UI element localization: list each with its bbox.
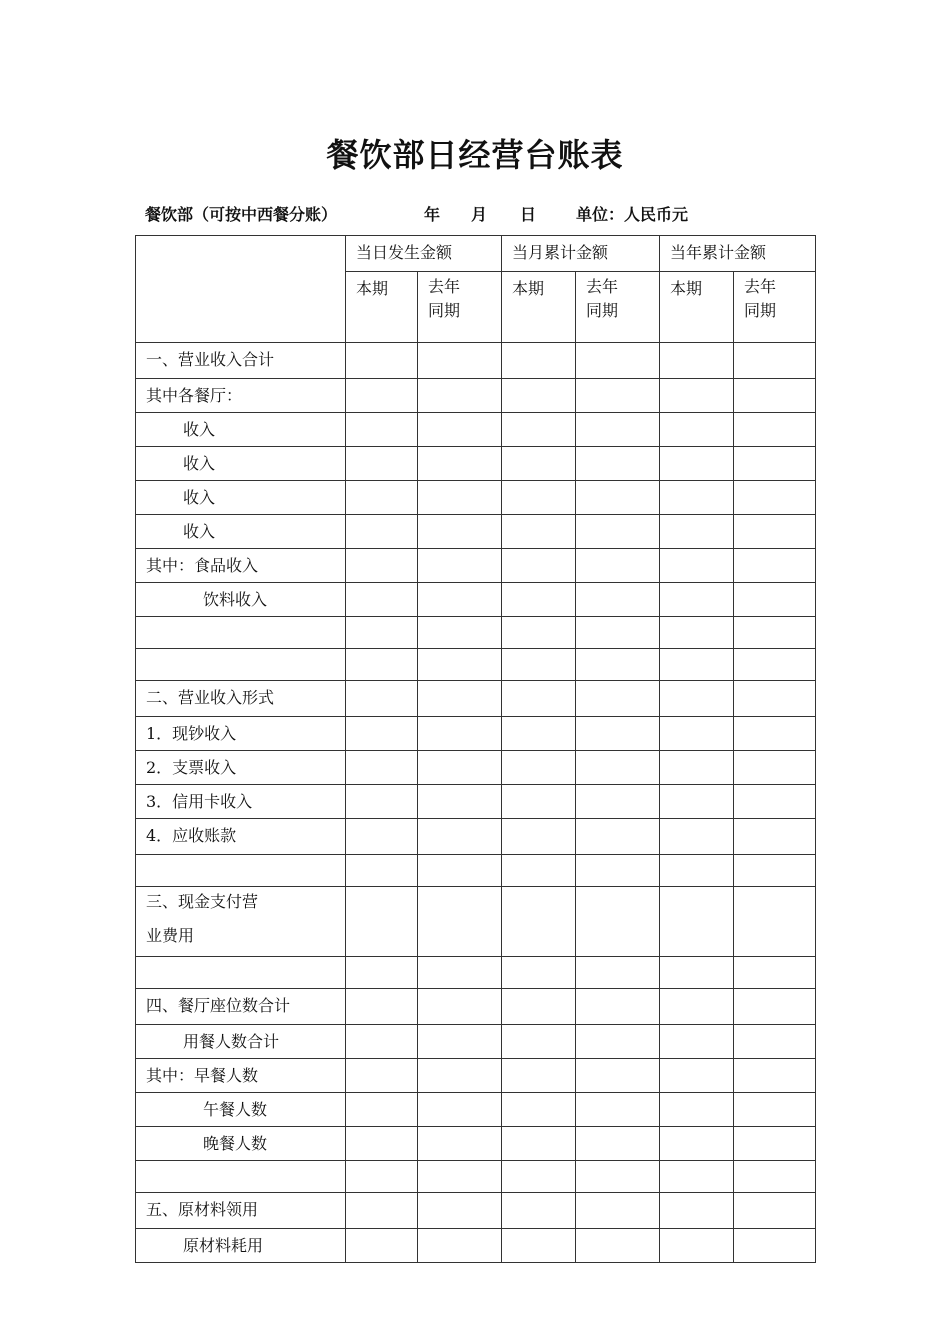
row-label: 四、餐厅座位数合计 xyxy=(136,989,346,1025)
value-cell[interactable] xyxy=(734,751,816,785)
value-cell[interactable] xyxy=(734,1059,816,1093)
table-row xyxy=(136,515,816,549)
value-cell[interactable] xyxy=(502,1193,576,1229)
value-cell[interactable] xyxy=(576,1161,660,1193)
table-row xyxy=(136,447,816,481)
row-label xyxy=(136,649,346,681)
value-cell[interactable] xyxy=(660,549,734,583)
value-cell[interactable] xyxy=(576,1193,660,1229)
value-cell[interactable] xyxy=(502,617,576,649)
value-cell[interactable] xyxy=(346,1093,418,1127)
group-header-yearly: 当年累计金额 xyxy=(660,236,816,272)
document-title: 餐饮部日经营台账表 xyxy=(326,136,624,174)
year-label: 年 xyxy=(424,205,441,224)
value-cell[interactable] xyxy=(734,819,816,855)
value-cell[interactable] xyxy=(502,819,576,855)
value-cell[interactable] xyxy=(418,447,502,481)
value-cell[interactable] xyxy=(418,1025,502,1059)
value-cell[interactable] xyxy=(346,1229,418,1263)
row-label: 收入 xyxy=(136,447,346,481)
row-label xyxy=(136,617,346,649)
table-row xyxy=(136,1025,816,1059)
row-label: 4．应收账款 xyxy=(136,819,346,855)
value-cell[interactable] xyxy=(734,413,816,447)
value-cell[interactable] xyxy=(576,583,660,617)
group-header-monthly: 当月累计金额 xyxy=(502,236,660,272)
value-cell[interactable] xyxy=(502,887,576,957)
value-cell[interactable] xyxy=(734,989,816,1025)
value-cell[interactable] xyxy=(418,617,502,649)
value-cell[interactable] xyxy=(576,1059,660,1093)
value-cell[interactable] xyxy=(418,957,502,989)
value-cell[interactable] xyxy=(502,481,576,515)
value-cell[interactable] xyxy=(346,515,418,549)
value-cell[interactable] xyxy=(734,617,816,649)
value-cell[interactable] xyxy=(346,379,418,413)
col-header-current: 本期 xyxy=(346,272,418,343)
value-cell[interactable] xyxy=(418,649,502,681)
row-label: 饮料收入 xyxy=(136,583,346,617)
value-cell[interactable] xyxy=(734,785,816,819)
day-label: 日 xyxy=(520,205,537,224)
value-cell[interactable] xyxy=(502,379,576,413)
value-cell[interactable] xyxy=(418,481,502,515)
department-label: 餐饮部（可按中西餐分账） xyxy=(145,205,338,224)
value-cell[interactable] xyxy=(576,855,660,887)
value-cell[interactable] xyxy=(576,413,660,447)
row-label xyxy=(136,855,346,887)
value-cell[interactable] xyxy=(346,549,418,583)
value-cell[interactable] xyxy=(418,343,502,379)
value-cell[interactable] xyxy=(660,617,734,649)
value-cell[interactable] xyxy=(660,447,734,481)
value-cell[interactable] xyxy=(346,1127,418,1161)
value-cell[interactable] xyxy=(346,649,418,681)
value-cell[interactable] xyxy=(576,887,660,957)
value-cell[interactable] xyxy=(418,751,502,785)
value-cell[interactable] xyxy=(502,989,576,1025)
value-cell[interactable] xyxy=(576,819,660,855)
value-cell[interactable] xyxy=(576,617,660,649)
value-cell[interactable] xyxy=(734,1093,816,1127)
value-cell[interactable] xyxy=(660,819,734,855)
value-cell[interactable] xyxy=(346,785,418,819)
value-cell[interactable] xyxy=(734,649,816,681)
row-label: 3．信用卡收入 xyxy=(136,785,346,819)
value-cell[interactable] xyxy=(734,549,816,583)
row-label: 收入 xyxy=(136,515,346,549)
value-cell[interactable] xyxy=(502,515,576,549)
value-cell[interactable] xyxy=(734,717,816,751)
value-cell[interactable] xyxy=(734,1025,816,1059)
col-header-current: 本期 xyxy=(502,272,576,343)
value-cell[interactable] xyxy=(576,681,660,717)
value-cell[interactable] xyxy=(660,681,734,717)
table-row xyxy=(136,583,816,617)
table-row xyxy=(136,649,816,681)
table-row xyxy=(136,1161,816,1193)
table-row xyxy=(136,1229,816,1263)
value-cell[interactable] xyxy=(734,481,816,515)
value-cell[interactable] xyxy=(502,1229,576,1263)
value-cell[interactable] xyxy=(346,481,418,515)
col-header-prior: 去年 同期 xyxy=(418,272,502,343)
row-label: 二、营业收入形式 xyxy=(136,681,346,717)
value-cell[interactable] xyxy=(734,681,816,717)
row-label xyxy=(136,1161,346,1193)
value-cell[interactable] xyxy=(660,343,734,379)
value-cell[interactable] xyxy=(576,957,660,989)
value-cell[interactable] xyxy=(576,1093,660,1127)
value-cell[interactable] xyxy=(734,583,816,617)
value-cell[interactable] xyxy=(418,989,502,1025)
row-label: 其中各餐厅： xyxy=(136,379,346,413)
value-cell[interactable] xyxy=(576,1229,660,1263)
value-cell[interactable] xyxy=(418,515,502,549)
value-cell[interactable] xyxy=(660,989,734,1025)
value-cell[interactable] xyxy=(346,617,418,649)
col-header-prior: 去年 同期 xyxy=(576,272,660,343)
row-label: 用餐人数合计 xyxy=(136,1025,346,1059)
row-label: 三、现金支付营 业费用 xyxy=(136,887,346,957)
row-label: 其中：食品收入 xyxy=(136,549,346,583)
value-cell[interactable] xyxy=(418,887,502,957)
col-header-prior: 去年 同期 xyxy=(734,272,816,343)
value-cell[interactable] xyxy=(502,343,576,379)
value-cell[interactable] xyxy=(502,447,576,481)
col-header-current: 本期 xyxy=(660,272,734,343)
value-cell[interactable] xyxy=(418,819,502,855)
row-label: 五、原材料领用 xyxy=(136,1193,346,1229)
table-row xyxy=(136,989,816,1025)
table-row xyxy=(136,413,816,447)
unit-label: 单位：人民币元 xyxy=(576,205,689,224)
value-cell[interactable] xyxy=(346,681,418,717)
value-cell[interactable] xyxy=(576,1127,660,1161)
value-cell[interactable] xyxy=(734,343,816,379)
value-cell[interactable] xyxy=(502,1093,576,1127)
value-cell[interactable] xyxy=(576,1025,660,1059)
value-cell[interactable] xyxy=(346,819,418,855)
value-cell[interactable] xyxy=(502,751,576,785)
table-row xyxy=(136,1193,816,1229)
value-cell[interactable] xyxy=(660,887,734,957)
value-cell[interactable] xyxy=(734,1229,816,1263)
table-row xyxy=(136,549,816,583)
row-label: 午餐人数 xyxy=(136,1093,346,1127)
value-cell[interactable] xyxy=(346,1161,418,1193)
value-cell[interactable] xyxy=(660,717,734,751)
value-cell[interactable] xyxy=(734,447,816,481)
value-cell[interactable] xyxy=(502,649,576,681)
value-cell[interactable] xyxy=(576,549,660,583)
value-cell[interactable] xyxy=(418,1127,502,1161)
value-cell[interactable] xyxy=(660,855,734,887)
table-row xyxy=(136,1093,816,1127)
value-cell[interactable] xyxy=(502,717,576,751)
value-cell[interactable] xyxy=(346,413,418,447)
value-cell[interactable] xyxy=(734,855,816,887)
value-cell[interactable] xyxy=(576,481,660,515)
value-cell[interactable] xyxy=(346,989,418,1025)
row-label: 2．支票收入 xyxy=(136,751,346,785)
value-cell[interactable] xyxy=(502,855,576,887)
row-label: 收入 xyxy=(136,481,346,515)
value-cell[interactable] xyxy=(502,1059,576,1093)
table-row xyxy=(136,617,816,649)
table-row xyxy=(136,481,816,515)
value-cell[interactable] xyxy=(346,583,418,617)
value-cell[interactable] xyxy=(576,343,660,379)
value-cell[interactable] xyxy=(418,1161,502,1193)
value-cell[interactable] xyxy=(734,1193,816,1229)
value-cell[interactable] xyxy=(346,751,418,785)
value-cell[interactable] xyxy=(418,379,502,413)
table-row xyxy=(136,343,816,379)
value-cell[interactable] xyxy=(418,413,502,447)
row-label xyxy=(136,957,346,989)
value-cell[interactable] xyxy=(346,887,418,957)
value-cell[interactable] xyxy=(576,751,660,785)
table-row xyxy=(136,855,816,887)
value-cell[interactable] xyxy=(660,1059,734,1093)
value-cell[interactable] xyxy=(346,1059,418,1093)
value-cell[interactable] xyxy=(502,413,576,447)
value-cell[interactable] xyxy=(660,515,734,549)
value-cell[interactable] xyxy=(660,649,734,681)
value-cell[interactable] xyxy=(660,1127,734,1161)
value-cell[interactable] xyxy=(418,717,502,751)
value-cell[interactable] xyxy=(418,1193,502,1229)
value-cell[interactable] xyxy=(346,343,418,379)
value-cell[interactable] xyxy=(346,957,418,989)
value-cell[interactable] xyxy=(502,1127,576,1161)
value-cell[interactable] xyxy=(502,681,576,717)
value-cell[interactable] xyxy=(734,957,816,989)
row-label: 其中：早餐人数 xyxy=(136,1059,346,1093)
ledger-table xyxy=(135,235,816,1263)
value-cell[interactable] xyxy=(502,785,576,819)
table-row xyxy=(136,751,816,785)
value-cell[interactable] xyxy=(660,785,734,819)
table-row xyxy=(136,887,816,957)
value-cell[interactable] xyxy=(734,379,816,413)
value-cell[interactable] xyxy=(734,887,816,957)
value-cell[interactable] xyxy=(418,681,502,717)
row-label: 原材料耗用 xyxy=(136,1229,346,1263)
value-cell[interactable] xyxy=(418,785,502,819)
value-cell[interactable] xyxy=(576,447,660,481)
value-cell[interactable] xyxy=(346,717,418,751)
value-cell[interactable] xyxy=(660,1161,734,1193)
value-cell[interactable] xyxy=(734,1127,816,1161)
row-label: 1．现钞收入 xyxy=(136,717,346,751)
table-row xyxy=(136,1059,816,1093)
value-cell[interactable] xyxy=(660,413,734,447)
value-cell[interactable] xyxy=(660,1229,734,1263)
value-cell[interactable] xyxy=(660,379,734,413)
value-cell[interactable] xyxy=(576,515,660,549)
value-cell[interactable] xyxy=(660,957,734,989)
value-cell[interactable] xyxy=(418,1229,502,1263)
table-row xyxy=(136,717,816,751)
group-header-daily: 当日发生金额 xyxy=(346,236,502,272)
value-cell[interactable] xyxy=(502,549,576,583)
value-cell[interactable] xyxy=(660,583,734,617)
value-cell[interactable] xyxy=(502,1025,576,1059)
value-cell[interactable] xyxy=(660,1193,734,1229)
table-row xyxy=(136,819,816,855)
table-row xyxy=(136,785,816,819)
row-label-header xyxy=(136,236,346,343)
value-cell[interactable] xyxy=(576,649,660,681)
value-cell[interactable] xyxy=(346,1025,418,1059)
value-cell[interactable] xyxy=(346,855,418,887)
table-row xyxy=(136,681,816,717)
table-row xyxy=(136,379,816,413)
value-cell[interactable] xyxy=(502,1161,576,1193)
value-cell[interactable] xyxy=(418,1059,502,1093)
table-row xyxy=(136,957,816,989)
value-cell[interactable] xyxy=(346,1193,418,1229)
value-cell[interactable] xyxy=(418,855,502,887)
table-row xyxy=(136,1127,816,1161)
row-label: 一、营业收入合计 xyxy=(136,343,346,379)
value-cell[interactable] xyxy=(734,515,816,549)
value-cell[interactable] xyxy=(734,1161,816,1193)
value-cell[interactable] xyxy=(576,785,660,819)
value-cell[interactable] xyxy=(660,751,734,785)
value-cell[interactable] xyxy=(418,1093,502,1127)
row-label: 收入 xyxy=(136,413,346,447)
value-cell[interactable] xyxy=(418,583,502,617)
value-cell[interactable] xyxy=(660,481,734,515)
value-cell[interactable] xyxy=(660,1093,734,1127)
value-cell[interactable] xyxy=(660,1025,734,1059)
month-label: 月 xyxy=(471,205,488,224)
value-cell[interactable] xyxy=(502,957,576,989)
value-cell[interactable] xyxy=(576,717,660,751)
value-cell[interactable] xyxy=(502,583,576,617)
row-label: 晚餐人数 xyxy=(136,1127,346,1161)
value-cell[interactable] xyxy=(576,379,660,413)
value-cell[interactable] xyxy=(576,989,660,1025)
value-cell[interactable] xyxy=(418,549,502,583)
value-cell[interactable] xyxy=(346,447,418,481)
